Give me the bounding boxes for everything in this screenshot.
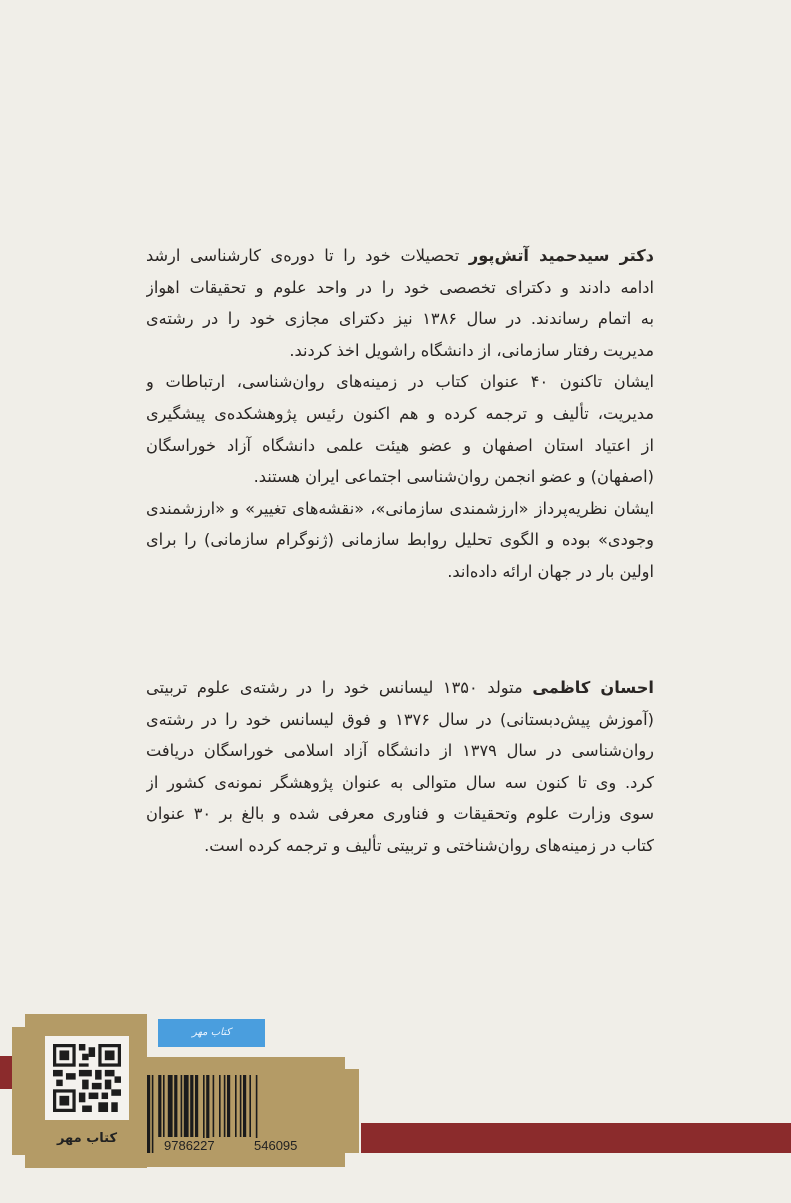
bio-line: به اتمام رساندند. در سال ۱۳۸۶ نیز دکترای مجازی خود را در رشته‌ی bbox=[146, 309, 654, 329]
qr-code bbox=[45, 1036, 129, 1120]
decorative-band-left bbox=[0, 1056, 12, 1089]
barcode-bar bbox=[224, 1075, 226, 1137]
bio-line: وجودی» بوده و الگوی تحلیل روابط سازمانی (ژنوگرام سازمانی) را برای bbox=[146, 530, 654, 550]
bio-line: روان‌شناسی در سال ۱۳۷۹ از دانشگاه آزاد اسلامی خوراسگان دریافت bbox=[146, 741, 654, 761]
bio-line: مدیریت، تألیف و ترجمه کرده و هم اکنون رئیس پژوهشکده‌ی پیشگیری bbox=[146, 403, 654, 423]
barcode-bar bbox=[163, 1075, 165, 1137]
bio-line: (آموزش پیش‌دبستانی) در سال ۱۳۷۶ و فوق لیسانس خود را در رشته‌ی bbox=[146, 709, 654, 729]
decorative-band-right bbox=[361, 1123, 791, 1153]
qr-code-icon bbox=[53, 1044, 121, 1112]
barcode-bar bbox=[190, 1075, 193, 1137]
bio-line: از اعتیاد استان اصفهان و عضو هیئت علمی دانشگاه آزاد خوراسگان bbox=[146, 435, 654, 455]
barcode-bar bbox=[168, 1075, 173, 1137]
author-bio-kazemi bbox=[146, 672, 654, 862]
bio-line: احسان کاظمی متولد ۱۳۵۰ لیسانس خود را در رشته‌ی علوم تربیتی bbox=[146, 678, 654, 697]
barcode-bar bbox=[240, 1075, 242, 1137]
bio-line: مدیریت رفتار سازمانی، از دانشگاه راشویل اخذ کردند. bbox=[289, 340, 654, 360]
price-sticker: کتاب مهر bbox=[158, 1019, 265, 1047]
publisher-logo: کتاب مهر bbox=[56, 1131, 118, 1146]
bio-line: ایشان نظریه‌پرداز «ارزشمندی سازمانی»، «نقشه‌های تغییر» و «ارزشمندی bbox=[146, 498, 654, 518]
bio-line: سوی وزارت علوم وتحقیقات و فناوری معرفی شده و بالغ بر ۳۰ عنوان bbox=[146, 804, 654, 824]
author-name: احسان کاظمی bbox=[532, 678, 654, 697]
bio-line: کرد. وی تا کنون سه سال متوالی به عنوان پژوهشگر نمونه‌ی کشور از bbox=[146, 772, 654, 792]
barcode-bar bbox=[152, 1075, 154, 1153]
label-panel-edge bbox=[12, 1027, 32, 1155]
barcode-bar bbox=[147, 1075, 150, 1153]
bio-line: ادامه دادند و دکترای تخصصی خود را در واحد علوم و تحقیقات اهواز bbox=[146, 277, 654, 297]
bio-line: اولین بار در جهان ارائه داده‌اند. bbox=[447, 561, 654, 581]
barcode-bar bbox=[227, 1075, 230, 1137]
barcode-bar bbox=[243, 1075, 246, 1137]
barcode-bar bbox=[235, 1075, 237, 1137]
barcode-bar bbox=[213, 1075, 215, 1137]
author-bio-atashpour bbox=[146, 240, 654, 588]
bio-line: دکتر سیدحمید آتش‌پور تحصیلات خود را تا دوره‌ی کارشناسی ارشد bbox=[146, 246, 654, 265]
bio-line: کتاب در زمینه‌های روان‌شناختی و تربیتی تألیف و ترجمه کرده است. bbox=[204, 835, 654, 855]
bio-line: ایشان تاکنون ۴۰ عنوان کتاب در زمینه‌های روان‌شناسی، ارتباطات و bbox=[146, 372, 654, 392]
barcode-bar bbox=[181, 1075, 183, 1137]
barcode-bar bbox=[249, 1075, 251, 1137]
barcode-bar bbox=[158, 1075, 161, 1137]
barcode-bar bbox=[195, 1075, 198, 1137]
label-panel-right-edge bbox=[340, 1069, 359, 1153]
barcode-bar bbox=[174, 1075, 177, 1137]
bio-line: (اصفهان) و عضو انجمن روان‌شناسی اجتماعی ایران هستند. bbox=[253, 467, 654, 487]
barcode-bar bbox=[219, 1075, 221, 1137]
barcode-bar bbox=[184, 1075, 189, 1137]
isbn-right: 546095 bbox=[254, 1138, 298, 1153]
isbn-left: 9786227 bbox=[164, 1138, 215, 1153]
author-name: دکتر سیدحمید آتش‌پور bbox=[468, 246, 654, 265]
